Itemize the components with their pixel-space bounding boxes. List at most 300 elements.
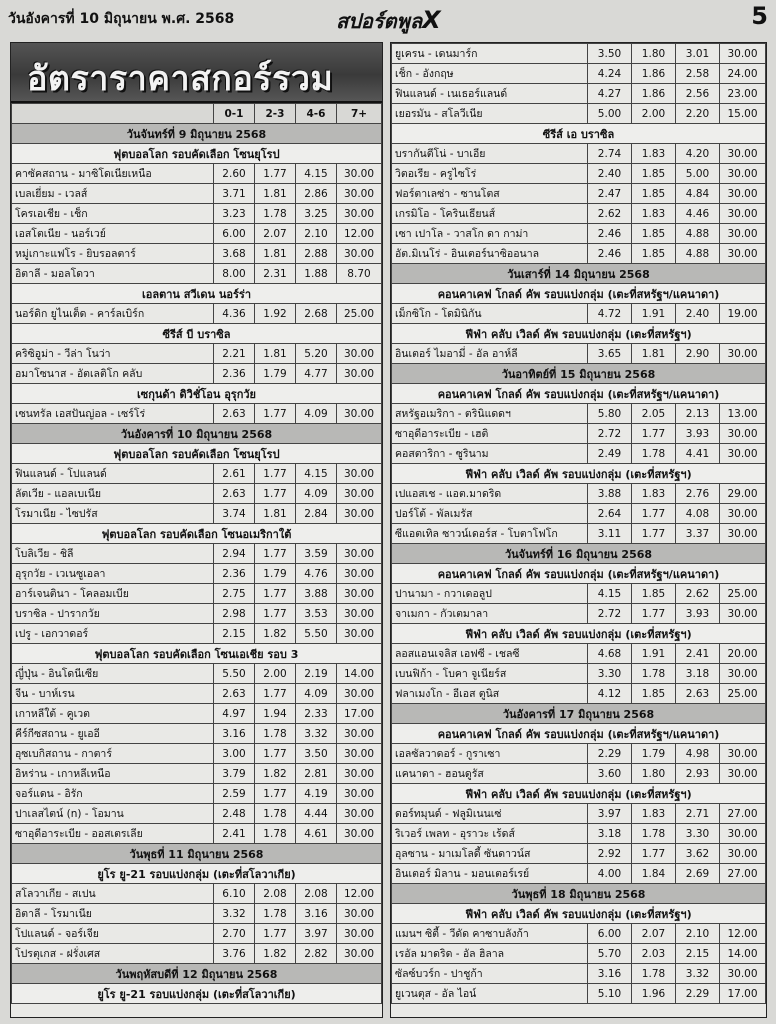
odds-cell: 1.94 [255,704,296,724]
odds-cell: 30.00 [337,564,382,584]
odds-cell: 30.00 [720,504,766,524]
odds-cell: 5.70 [588,944,632,964]
day-header-row [392,704,766,724]
odds-cell: 4.09 [296,684,337,704]
odds-cell: 1.81 [255,184,296,204]
odds-cell: 4.41 [676,444,720,464]
odds-cell: 2.64 [588,504,632,524]
odds-cell: 2.20 [676,104,720,124]
page-number: 5 [751,2,768,30]
odds-cell: 1.79 [255,564,296,584]
day-header: วันพุธที่ 11 มิถุนายน 2568 [12,844,382,864]
day-header-row [12,424,382,444]
odds-cell: 3.25 [296,204,337,224]
odds-cell: 2.74 [588,144,632,164]
odds-cell: 30.00 [337,904,382,924]
odds-cell: 3.16 [588,964,632,984]
match-row [12,664,382,684]
odds-cell: 3.74 [214,504,255,524]
day-header-row [12,964,382,984]
odds-cell: 2.48 [214,804,255,824]
match-name: อุรุกวัย - เวเนซูเอลา [12,564,214,584]
odds-cell: 2.07 [632,924,676,944]
odds-cell: 1.77 [255,924,296,944]
odds-cell: 4.08 [676,504,720,524]
odds-cell: 1.88 [296,264,337,284]
odds-cell: 5.50 [296,624,337,644]
odds-cell: 2.00 [255,664,296,684]
odds-cell: 3.00 [214,744,255,764]
match-row [12,164,382,184]
odds-cell: 1.79 [255,364,296,384]
competition-header-row [392,724,766,744]
match-name: เม็กซิโก - โดมินิกัน [392,304,588,324]
odds-cell: 2.15 [214,624,255,644]
match-name: โปแลนด์ - จอร์เจีย [12,924,214,944]
match-name: เปรู - เอกวาดอร์ [12,624,214,644]
competition-header: ฟุตบอลโลก รอบคัดเลือก โซนเอเชีย รอบ 3 [12,644,382,664]
match-row [12,224,382,244]
odds-cell: 2.63 [214,484,255,504]
match-name: อมาโซนาส - อัตเลติโก คลับ [12,364,214,384]
match-name: แคนาดา - ฮอนดูรัส [392,764,588,784]
match-name: เซนทรัล เอสปันญ่อล - เซร์โร่ [12,404,214,424]
match-name: จาเมกา - กัวเตมาลา [392,604,588,624]
odds-cell: 2.98 [214,604,255,624]
match-row [12,364,382,384]
day-header: วันเสาร์ที่ 14 มิถุนายน 2568 [392,264,766,284]
odds-cell: 1.81 [255,244,296,264]
match-row [392,524,766,544]
odds-cell: 30.00 [337,684,382,704]
match-row [392,84,766,104]
match-row [392,964,766,984]
match-name: ญี่ปุ่น - อินโดนีเซีย [12,664,214,684]
odds-cell: 30.00 [337,504,382,524]
odds-cell: 4.84 [676,184,720,204]
match-name: ริเวอร์ เพลท - อุราวะ เร้ดส์ [392,824,588,844]
match-name: ยูเวนตุส - อัล ไอน์ [392,984,588,1004]
day-header: วันพฤหัสบดีที่ 12 มิถุนายน 2568 [12,964,382,984]
competition-header: ยูโร ยู-21 รอบแบ่งกลุ่ม (เตะที่สโลวาเกีย) [12,984,382,1004]
odds-cell: 4.19 [296,784,337,804]
odds-cell: 3.97 [588,804,632,824]
odds-cell: 2.59 [214,784,255,804]
match-row [392,744,766,764]
odds-cell: 1.77 [255,684,296,704]
odds-cell: 19.00 [720,304,766,324]
match-name: บรากันตีโน่ - บาเอีย [392,144,588,164]
match-name: ซาอุดีอาระเบีย - เฮติ [392,424,588,444]
odds-cell: 4.46 [676,204,720,224]
match-row [12,584,382,604]
match-row [392,164,766,184]
odds-cell: 3.76 [214,944,255,964]
right-column [390,42,767,1018]
col-header: 2-3 [255,104,296,124]
odds-cell: 1.77 [255,484,296,504]
match-name: อิตาลี - โรมาเนีย [12,904,214,924]
odds-cell: 3.93 [676,424,720,444]
match-name: โครเอเชีย - เช็ก [12,204,214,224]
odds-cell: 3.37 [676,524,720,544]
odds-cell: 2.19 [296,664,337,684]
odds-cell: 1.77 [255,464,296,484]
odds-cell: 30.00 [720,824,766,844]
match-name: ปาเลสไตน์ (n) - โอมาน [12,804,214,824]
odds-cell: 4.36 [214,304,255,324]
odds-cell: 1.85 [632,184,676,204]
page-header [0,0,776,36]
odds-cell: 3.53 [296,604,337,624]
match-row [12,744,382,764]
odds-cell: 2.47 [588,184,632,204]
odds-cell: 30.00 [720,424,766,444]
odds-cell: 2.75 [214,584,255,604]
odds-cell: 2.70 [214,924,255,944]
match-name: เรอัล มาดริด - อัล ฮิลาล [392,944,588,964]
odds-cell: 12.00 [337,224,382,244]
odds-cell: 4.09 [296,484,337,504]
odds-cell: 25.00 [720,584,766,604]
competition-header-row [392,564,766,584]
match-row [392,504,766,524]
match-row [392,444,766,464]
match-name: ยูเครน - เดนมาร์ก [392,44,588,64]
odds-cell: 2.08 [255,884,296,904]
odds-cell: 14.00 [720,944,766,964]
match-row [392,684,766,704]
odds-cell: 1.77 [255,784,296,804]
match-name: เอลซัลวาดอร์ - กูราเซา [392,744,588,764]
match-name: ฟอร์ตาเลซ่า - ซานโตส [392,184,588,204]
odds-cell: 2.72 [588,604,632,624]
competition-header-row [392,624,766,644]
odds-cell: 4.97 [214,704,255,724]
match-row [12,624,382,644]
odds-cell: 8.00 [214,264,255,284]
odds-cell: 2.92 [588,844,632,864]
competition-header: ฟีฟ่า คลับ เวิลด์ คัพ รอบแบ่งกลุ่ม (เตะที่สหรัฐฯ) [392,784,766,804]
match-name: ซัลซ์บวร์ก - ปาชูก้า [392,964,588,984]
brand-x: X [422,6,441,34]
odds-cell: 4.88 [676,224,720,244]
odds-cell: 2.58 [676,64,720,84]
odds-cell: 2.81 [296,764,337,784]
match-name: โบลิเวีย - ชิลี [12,544,214,564]
competition-header: คอนคาเคฟ โกลด์ คัพ รอบแบ่งกลุ่ม (เตะที่สหรัฐฯ/แคนาดา) [392,724,766,744]
day-header: วันจันทร์ที่ 9 มิถุนายน 2568 [12,124,382,144]
odds-cell: 30.00 [720,664,766,684]
odds-cell: 3.88 [296,584,337,604]
odds-cell: 1.83 [632,204,676,224]
competition-header-row [392,324,766,344]
odds-cell: 1.80 [632,44,676,64]
odds-cell: 5.20 [296,344,337,364]
odds-cell: 1.96 [632,984,676,1004]
match-name: คริซิอูม่า - วีล่า โนว่า [12,344,214,364]
match-name: คอสตาริกา - ซูรินาม [392,444,588,464]
odds-cell: 3.32 [296,724,337,744]
odds-cell: 3.32 [214,904,255,924]
match-name: เอสโตเนีย - นอร์เวย์ [12,224,214,244]
odds-cell: 30.00 [337,164,382,184]
match-name: สหรัฐอเมริกา - ตรินิแดดฯ [392,404,588,424]
odds-cell: 30.00 [337,924,382,944]
odds-cell: 2.86 [296,184,337,204]
competition-header: ฟีฟ่า คลับ เวิลด์ คัพ รอบแบ่งกลุ่ม (เตะที่สหรัฐฯ) [392,904,766,924]
odds-cell: 2.29 [676,984,720,1004]
odds-cell: 30.00 [720,964,766,984]
odds-cell: 30.00 [720,844,766,864]
match-row [392,764,766,784]
odds-cell: 2.63 [214,684,255,704]
odds-cell: 2.71 [676,804,720,824]
day-header-row [392,264,766,284]
day-header: วันจันทร์ที่ 16 มิถุนายน 2568 [392,544,766,564]
match-name: หมู่เกาะแฟโร - ยิบรอลตาร์ [12,244,214,264]
odds-cell: 30.00 [337,624,382,644]
competition-header-row [12,444,382,464]
odds-cell: 24.00 [720,64,766,84]
match-name: เบลเยี่ยม - เวลส์ [12,184,214,204]
match-header [12,104,214,124]
odds-cell: 30.00 [337,464,382,484]
match-row [12,184,382,204]
odds-cell: 4.20 [676,144,720,164]
odds-cell: 30.00 [720,144,766,164]
odds-cell: 2.46 [588,244,632,264]
odds-cell: 3.60 [588,764,632,784]
match-row [12,884,382,904]
match-row [12,684,382,704]
odds-cell: 1.80 [632,764,676,784]
odds-cell: 1.78 [255,804,296,824]
odds-cell: 1.77 [255,404,296,424]
match-name: อัต.มิเนโร่ - อินเตอร์นาซิออนาล [392,244,588,264]
competition-header-row [392,124,766,144]
odds-cell: 1.78 [255,204,296,224]
match-row [392,104,766,124]
match-name: อิตาลี - มอลโดวา [12,264,214,284]
odds-cell: 1.83 [632,804,676,824]
odds-cell: 1.85 [632,584,676,604]
competition-header: คอนคาเคฟ โกลด์ คัพ รอบแบ่งกลุ่ม (เตะที่สหรัฐฯ/แคนาดา) [392,284,766,304]
competition-header-row [12,524,382,544]
day-header: วันพุธที่ 18 มิถุนายน 2568 [392,884,766,904]
col-header: 4-6 [296,104,337,124]
match-name: ดอร์ทมุนด์ - ฟลูมิเนนเซ่ [392,804,588,824]
odds-cell: 1.77 [632,604,676,624]
odds-cell: 23.00 [720,84,766,104]
odds-cell: 1.77 [255,164,296,184]
match-name: บราซิล - ปารากวัย [12,604,214,624]
match-row [392,824,766,844]
odds-cell: 4.00 [588,864,632,884]
match-name: อุซเบกิสถาน - กาตาร์ [12,744,214,764]
day-header-row [12,844,382,864]
odds-cell: 2.15 [676,944,720,964]
day-header-row [392,884,766,904]
match-name: อินเตอร์ ไมอามี่ - อัล อาห์ลี [392,344,588,364]
odds-cell: 3.18 [676,664,720,684]
odds-cell: 1.81 [632,344,676,364]
odds-cell: 17.00 [720,984,766,1004]
match-name: ซาอุดีอาระเบีย - ออสเตรเลีย [12,824,214,844]
odds-cell: 15.00 [720,104,766,124]
odds-cell: 1.85 [632,224,676,244]
col-header: 7+ [337,104,382,124]
match-row [392,664,766,684]
odds-cell: 4.09 [296,404,337,424]
match-row [12,904,382,924]
odds-cell: 3.59 [296,544,337,564]
odds-cell: 2.07 [255,224,296,244]
odds-cell: 2.08 [296,884,337,904]
odds-cell: 30.00 [337,824,382,844]
odds-cell: 1.85 [632,164,676,184]
odds-cell: 30.00 [720,184,766,204]
match-row [392,44,766,64]
odds-cell: 2.41 [214,824,255,844]
odds-cell: 2.31 [255,264,296,284]
odds-cell: 27.00 [720,864,766,884]
odds-cell: 1.78 [632,664,676,684]
odds-cell: 25.00 [337,304,382,324]
match-row [392,204,766,224]
odds-cell: 4.88 [676,244,720,264]
competition-header-row [392,384,766,404]
odds-cell: 2.68 [296,304,337,324]
odds-cell: 2.82 [296,944,337,964]
odds-cell: 4.98 [676,744,720,764]
odds-cell: 30.00 [720,244,766,264]
odds-cell: 1.78 [632,444,676,464]
odds-cell: 6.00 [588,924,632,944]
competition-header: ฟีฟ่า คลับ เวิลด์ คัพ รอบแบ่งกลุ่ม (เตะที่สหรัฐฯ) [392,324,766,344]
odds-cell: 4.15 [588,584,632,604]
competition-header-row [12,644,382,664]
odds-cell: 3.32 [676,964,720,984]
odds-cell: 1.85 [632,684,676,704]
match-name: อุลซาน - มาเมโลดี้ ซันดาวน์ส [392,844,588,864]
competition-header-row [392,464,766,484]
match-name: เยอรมัน - สโลวีเนีย [392,104,588,124]
odds-cell: 1.77 [632,504,676,524]
odds-cell: 4.61 [296,824,337,844]
odds-cell: 1.77 [632,424,676,444]
match-name: คีร์กีซสถาน - ยูเออี [12,724,214,744]
odds-cell: 2.36 [214,364,255,384]
column-header-row [12,104,382,124]
match-name: ปอร์โต้ - พัลเมรัส [392,504,588,524]
odds-cell: 4.15 [296,464,337,484]
odds-cell: 4.44 [296,804,337,824]
odds-cell: 4.12 [588,684,632,704]
match-name: เบนฟิก้า - โบคา จูเนียร์ส [392,664,588,684]
odds-cell: 1.82 [255,944,296,964]
odds-cell: 2.90 [676,344,720,364]
brand-logo [336,5,441,37]
odds-cell: 1.85 [632,244,676,264]
match-name: ฟลาเมงโก - อีเอส ตูนิส [392,684,588,704]
odds-cell: 1.77 [255,744,296,764]
odds-cell: 3.30 [588,664,632,684]
match-row [12,304,382,324]
odds-cell: 4.76 [296,564,337,584]
odds-cell: 4.27 [588,84,632,104]
match-name: จีน - บาห์เรน [12,684,214,704]
title-banner [11,43,382,103]
day-header-row [392,544,766,564]
match-name: ลอสแอนเจลิส เอฟซี - เชลซี [392,644,588,664]
odds-cell: 3.50 [296,744,337,764]
odds-cell: 3.16 [296,904,337,924]
odds-cell: 1.77 [255,584,296,604]
match-row [12,944,382,964]
odds-cell: 30.00 [720,204,766,224]
odds-cell: 2.21 [214,344,255,364]
odds-cell: 2.13 [676,404,720,424]
odds-cell: 3.01 [676,44,720,64]
odds-cell: 1.91 [632,644,676,664]
odds-cell: 1.92 [255,304,296,324]
match-row [392,424,766,444]
match-row [392,804,766,824]
odds-cell: 2.10 [676,924,720,944]
odds-cell: 3.93 [676,604,720,624]
match-row [12,344,382,364]
match-row [12,404,382,424]
odds-cell: 1.78 [632,824,676,844]
day-header: วันอังคารที่ 17 มิถุนายน 2568 [392,704,766,724]
odds-cell: 2.36 [214,564,255,584]
odds-table-left [11,103,382,1004]
match-row [12,704,382,724]
day-header-row [12,124,382,144]
odds-cell: 2.62 [588,204,632,224]
odds-cell: 1.83 [632,484,676,504]
odds-cell: 30.00 [720,344,766,364]
odds-cell: 30.00 [720,764,766,784]
col-header: 0-1 [214,104,255,124]
odds-cell: 3.23 [214,204,255,224]
match-name: แมนฯ ซิตี้ - วีดัด คาซาบลังก้า [392,924,588,944]
odds-cell: 1.77 [255,604,296,624]
match-row [12,784,382,804]
odds-cell: 30.00 [337,724,382,744]
match-name: เช็ก - อังกฤษ [392,64,588,84]
odds-cell: 1.84 [632,864,676,884]
right-table-body [392,44,766,1004]
odds-cell: 2.40 [676,304,720,324]
odds-cell: 30.00 [337,584,382,604]
odds-cell: 1.81 [255,344,296,364]
odds-cell: 4.15 [296,164,337,184]
day-header: วันอังคารที่ 10 มิถุนายน 2568 [12,424,382,444]
match-row [12,724,382,744]
competition-header: ยูโร ยู-21 รอบแบ่งกลุ่ม (เตะที่สโลวาเกีย) [12,864,382,884]
odds-cell: 30.00 [720,44,766,64]
odds-cell: 5.00 [676,164,720,184]
odds-cell: 3.11 [588,524,632,544]
match-row [392,644,766,664]
odds-cell: 30.00 [720,224,766,244]
banner-title: อัตราราคาสกอร์รวม [27,59,334,99]
odds-cell: 30.00 [720,164,766,184]
match-row [392,184,766,204]
match-row [392,64,766,84]
